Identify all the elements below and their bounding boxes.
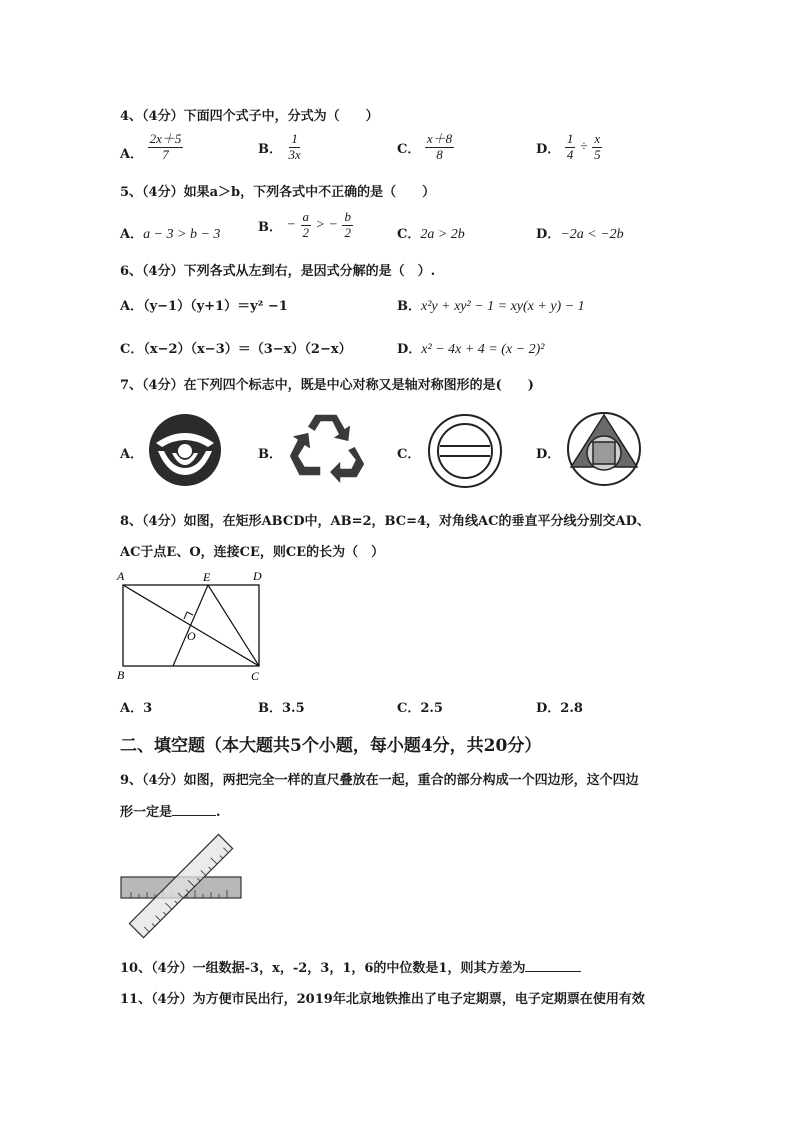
fraction <box>148 132 184 163</box>
option-letter: D． <box>536 227 561 242</box>
question-8-stem-line2: AC于点E、O，连接CE，则CE的长为（ ） <box>120 545 385 560</box>
denominator: 5 <box>594 146 601 162</box>
q7-option-d-letter: D． <box>536 447 561 462</box>
question-5-stem: 5、（4分）如果a＞b，下列各式中不正确的是（ ） <box>120 185 436 200</box>
minus-sign: − <box>286 217 296 233</box>
q6-option-c <box>120 338 352 357</box>
option-letter: A． <box>120 227 144 242</box>
rectangle-diagram <box>115 566 275 686</box>
q4-option-a <box>120 132 183 163</box>
answer-blank[interactable] <box>172 815 216 816</box>
option-letter: C． <box>397 227 421 242</box>
relation-sign: > − <box>315 217 338 233</box>
option-letter: A． <box>120 299 144 314</box>
denominator: 2 <box>302 224 310 240</box>
q7-option-b-letter: B． <box>258 447 282 462</box>
question-9-line1: 9、（4分）如图，两把完全一样的直尺叠放在一起，重合的部分构成一个四边形，这个四边 <box>120 773 639 788</box>
question-10 <box>120 957 581 976</box>
option-letter: A． <box>120 146 144 162</box>
q4-option-c <box>397 132 454 163</box>
numerator: b <box>344 209 351 224</box>
fraction <box>342 210 353 241</box>
label-e: E <box>203 570 211 584</box>
segment-ce <box>208 585 259 666</box>
option-letter: B． <box>397 299 421 314</box>
option-letter: B． <box>258 701 282 716</box>
q8-option-d <box>536 697 583 716</box>
logo-a-image <box>148 413 222 487</box>
option-value: 2.5 <box>420 701 443 716</box>
numerator: 1 <box>566 131 574 146</box>
q5-option-c <box>397 223 465 243</box>
q7-option-a-letter: A． <box>120 447 144 462</box>
fraction <box>592 132 603 163</box>
option-b-expression: x²y + xy² − 1 = xy(x + y) − 1 <box>421 299 585 314</box>
question-11: 11、（4分）为方便市民出行，2019年北京地铁推出了电子定期票，电子定期票在使用有效 <box>120 992 645 1007</box>
q6-option-d <box>397 338 544 358</box>
fraction <box>301 210 312 241</box>
question-10-text: 10、（4分）一组数据-3，x，-2，3，1，6的中位数是1，则其方差为 <box>120 961 526 976</box>
option-d-expression: x² − 4x + 4 = (x − 2)² <box>421 342 545 357</box>
denominator: 2 <box>344 224 351 240</box>
option-letter: B． <box>258 219 282 235</box>
option-letter: B． <box>258 141 282 157</box>
option-value: 2.8 <box>560 701 583 716</box>
numerator: x＋8 <box>426 131 453 146</box>
question-9-line2-text: 形一定是 <box>120 805 173 820</box>
question-9-line2 <box>120 801 221 820</box>
denominator: 4 <box>566 146 574 162</box>
rulers-diagram <box>118 832 244 940</box>
label-a: A <box>117 569 125 583</box>
numerator: a <box>302 209 310 224</box>
option-a-expression: a − 3 > b − 3 <box>143 227 221 242</box>
logo-c-image <box>427 413 503 489</box>
label-d: D <box>253 569 262 583</box>
q8-option-a <box>120 697 152 716</box>
question-9-line2-end: . <box>216 805 221 820</box>
option-value: 3 <box>143 701 153 716</box>
right-angle-mark <box>184 612 193 619</box>
question-6-stem: 6、（4分）下列各式从左到右，是因式分解的是（ ）. <box>120 264 436 279</box>
q7-option-c-letter: C． <box>397 447 421 462</box>
answer-blank[interactable] <box>525 971 581 972</box>
option-c-expression: （x−2）（x−3）＝（3−x）（2−x） <box>143 342 352 357</box>
q5-option-a <box>120 223 220 243</box>
option-letter: C． <box>397 701 421 716</box>
option-d-expression: −2a < −2b <box>560 227 624 242</box>
question-7-stem: 7、（4分）在下列四个标志中，既是中心对称又是轴对称图形的是( ) <box>120 378 534 393</box>
option-letter: D． <box>397 342 422 357</box>
numerator: 1 <box>291 131 298 146</box>
option-letter: A． <box>120 701 144 716</box>
option-c-expression: 2a > 2b <box>420 227 465 242</box>
q4-option-b <box>258 132 303 163</box>
perpendicular-bisector <box>173 585 208 666</box>
divide-sign: ÷ <box>579 139 588 155</box>
fraction <box>425 132 454 163</box>
q8-option-b <box>258 697 305 716</box>
option-value: 3.5 <box>282 701 305 716</box>
section-2-title: 二、填空题（本大题共5个小题，每小题4分，共20分） <box>120 736 542 756</box>
logo-b-image <box>285 410 371 488</box>
option-letter: C． <box>397 141 421 157</box>
numerator: x <box>594 131 601 146</box>
q5-option-b <box>258 210 353 241</box>
fraction <box>287 132 303 163</box>
option-letter: D． <box>536 141 561 157</box>
option-a-expression: （y−1）（y+1）＝y² −1 <box>143 299 288 314</box>
label-o: O <box>187 629 196 643</box>
q6-option-a <box>120 295 288 314</box>
fraction <box>565 132 576 163</box>
logo-d-image <box>566 409 642 489</box>
question-4-stem: 4、（4分）下面四个式子中，分式为（ ） <box>120 109 379 124</box>
option-letter: C． <box>120 342 144 357</box>
q6-option-b <box>397 295 585 315</box>
numerator: 2x＋5 <box>149 131 182 146</box>
option-letter: D． <box>536 701 561 716</box>
q5-option-d <box>536 223 624 243</box>
denominator: 7 <box>162 146 169 162</box>
question-8-stem-line1: 8、（4分）如图，在矩形ABCD中，AB=2，BC=4，对角线AC的垂直平分线分别交AD、 <box>120 514 650 529</box>
label-c: C <box>251 669 260 683</box>
denominator: 8 <box>436 146 443 162</box>
q4-option-d <box>536 132 603 163</box>
q8-option-c <box>397 697 443 716</box>
denominator: 3x <box>288 146 301 162</box>
label-b: B <box>117 668 125 682</box>
